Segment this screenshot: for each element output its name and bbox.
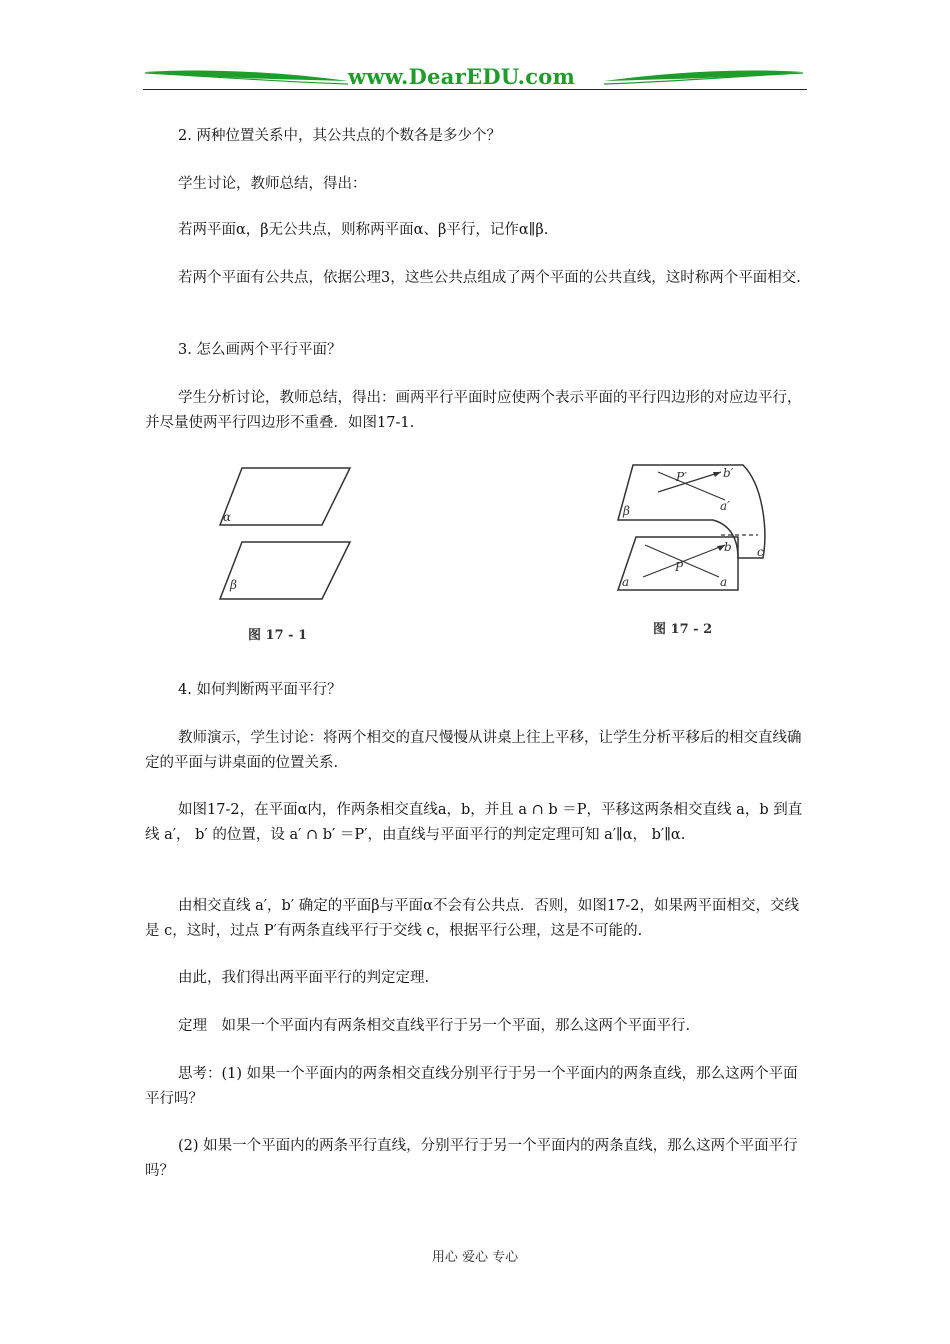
- label-p-prime: P′: [676, 470, 687, 484]
- paragraph-intersect-definition: 若两个平面有公共点，依据公理3，这些公共点组成了两个平面的公共直线，这时称两个平面相交.: [178, 270, 801, 286]
- label-a: a: [720, 575, 728, 589]
- label-alpha: α: [223, 510, 232, 524]
- plane-alpha: [220, 468, 350, 525]
- paragraph-think-2: (2) 如果一个平面内的两条平行直线，分别平行于另一个平面内的两条直线，那么这两个平面平行吗？: [145, 1138, 798, 1179]
- label-alpha: a: [622, 575, 630, 589]
- paragraph-q2: 2. 两种位置关系中，其公共点的个数各是多少个？: [178, 128, 501, 144]
- paragraph-discussion: 学生讨论，教师总结，得出：: [178, 176, 367, 192]
- header-rule: [143, 89, 807, 90]
- paragraph-demonstration: 教师演示，学生讨论：将两个相交的直尺慢慢从讲桌上往上平移，让学生分析平移后的相交直线确定的平面与讲桌面的位置关系.: [145, 730, 802, 771]
- paragraph-q3: 3. 怎么画两个平行平面？: [178, 342, 342, 358]
- plane-beta: [220, 542, 350, 599]
- site-logo[interactable]: www.DearEDU.com: [348, 64, 576, 89]
- label-beta: β: [230, 578, 237, 592]
- label-b: b: [724, 540, 732, 554]
- paragraph-proof: 由相交直线 a′，b′ 确定的平面β与平面α不会有公共点．否则，如图17-2，如果两平面相交，交线是 c，这时，过点 P′有两条直线平行于交线 c，根据平行公理，这是不可能的.: [145, 898, 799, 939]
- figure-17-1-caption: 图 17 - 1: [248, 628, 308, 643]
- paragraph-drawing-method: 学生分析讨论，教师总结，得出：画两平行平面时应使两个表示平面的平行四边形的对应边平行，并尽量使两平行四边形不重叠．如图17-1.: [145, 390, 802, 431]
- paragraph-theorem: 定理 如果一个平面内有两条相交直线平行于另一个平面，那么这两个平面平行.: [178, 1018, 691, 1034]
- label-a-prime: a′: [720, 499, 730, 513]
- label-b-prime: b′: [723, 466, 734, 480]
- paragraph-conclusion: 由此，我们得出两平面平行的判定定理.: [178, 970, 430, 986]
- figure-17-2: [613, 460, 773, 600]
- paragraph-q4: 4. 如何判断两平面平行？: [178, 682, 342, 698]
- figure-17-1: [212, 462, 362, 610]
- line-b-prime: [658, 472, 721, 492]
- page-header: [143, 62, 807, 92]
- paragraph-think-1: 思考：(1) 如果一个平面内的两条相交直线分别平行于另一个平面内的两条直线，那么这两个平面平行吗？: [145, 1066, 798, 1107]
- paragraph-parallel-definition: 若两平面α，β无公共点，则称两平面α、β平行，记作α∥β.: [178, 222, 549, 238]
- paragraph-figure-17-2-explanation: 如图17-2，在平面α内，作两条相交直线a，b，并且 a ∩ b ＝P，平移这两条相交直线 a，b 到直线 a′， b′ 的位置，设 a′ ∩ b′ ＝P′，由直线与平面平行的判定定理可知 a′∥α， b′∥α.: [145, 802, 803, 843]
- right-swoosh-decoration: [601, 66, 806, 88]
- label-p: P: [675, 560, 684, 574]
- left-swoosh-decoration: [143, 66, 353, 88]
- figure-17-2-caption: 图 17 - 2: [653, 622, 713, 637]
- page-footer: 用心 爱心 专心: [431, 1250, 519, 1265]
- label-c: c: [757, 545, 764, 559]
- arrow-b-prime: [713, 472, 721, 477]
- plane-beta: [618, 465, 765, 558]
- label-beta: β: [623, 504, 630, 518]
